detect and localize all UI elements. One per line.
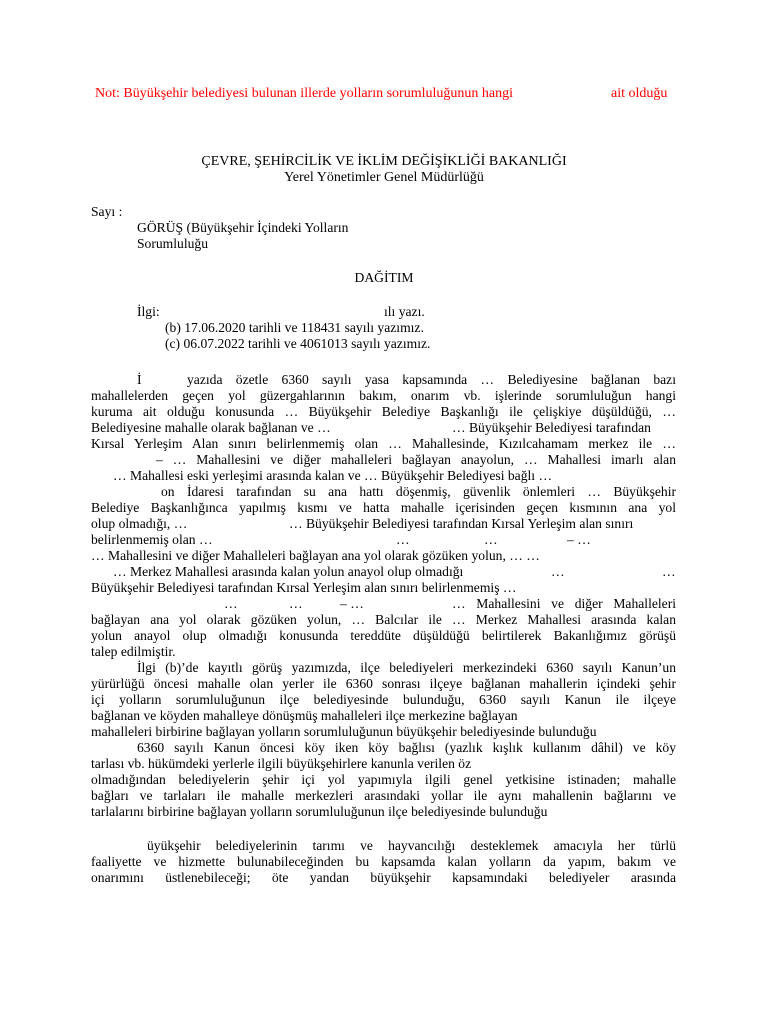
body-line: Belediyesine mahalle olarak bağlanan ve …	[91, 420, 331, 435]
body-line: – …	[340, 596, 364, 611]
body-line: …	[289, 596, 303, 611]
body-line: talep edilmiştir.	[91, 644, 176, 659]
body-line: … Mahallesi eski yerleşimi arasında kalan ve … Büyükşehir Belediyesi bağlı …	[113, 468, 553, 483]
body-line: yazıda özetle 6360 sayılı yasa kapsamında … Belediyesine bağlanan bazı	[187, 372, 676, 387]
body-line: – …	[567, 532, 591, 547]
body-line: … Merkez Mahallesi arasında kalan yolun anayol olup olmadığı	[113, 564, 464, 579]
body-line: Büyükşehir Belediyesi tarafından Kırsal Yerleşim alan sınırı belirlenmemiş …	[91, 580, 517, 595]
ilgi-label: İlgi:	[137, 304, 160, 319]
body-line: …	[484, 532, 498, 547]
body-line: tarlası vb. hükümdeki yerlerle ilgili büyükşehirlere kanunla verilen öz	[91, 756, 472, 771]
konu-line-2: Sorumluluğu	[137, 236, 208, 251]
body-line: – … Mahallesini ve diğer mahalleleri bağlayan anayolun, … Mahallesi imarlı alan	[156, 452, 676, 467]
body-line: onarımını üstlenebileceği; öte yandan büyükşehir kapsamındaki belediyeler arasında	[91, 870, 676, 885]
body-line: üyükşehir belediyelerinin tarımı ve hayvancılığı desteklemek amacıyla her türlü	[147, 838, 676, 853]
body-line: on İdaresi tarafından su ana hattı döşenmiş, güvenlik önlemleri … Büyükşehir	[161, 484, 676, 499]
ministry-title: ÇEVRE, ŞEHİRCİLİK VE İKLİM DEĞİŞİKLİĞİ BAKANLIĞI	[201, 154, 567, 169]
distribution-heading: DAĞİTIM	[354, 270, 414, 285]
note-text-end: ait olduğu	[611, 86, 668, 101]
body-line: … Büyükşehir Belediyesi tarafından	[452, 420, 651, 435]
body-line: yolun anayol olup olmadığı konusunda tereddüte düşüldüğü belirtilerek Bakanlığımız görüşü	[91, 628, 676, 643]
note-text: Not: Büyükşehir belediyesi bulunan illerde yolların sorumluluğunun hangi	[95, 86, 513, 101]
body-line: bağlanan ve köyden mahalleye dönüşmüş mahalleleri ilçe merkezine bağlayan	[91, 708, 518, 723]
ilgi-a-tail: ılı yazı.	[384, 304, 425, 319]
body-line: Kırsal Yerleşim Alan sınırı belirlenmemiş olan … Mahallesinde, Kızılcahamam merkez ile …	[91, 436, 676, 451]
body-line: … Mahallesini ve diğer Mahalleleri bağlayan ana yol olarak gözüken yolun, … …	[91, 548, 540, 563]
body-line: bağlayan ana yol olarak gözüken yolun, … Balcılar ile … Merkez Mahallesi arasında kalan	[91, 612, 676, 627]
body-line: bağları ve tarlaları ile mahalle merkezleri arasındaki yollar ile aynı mahallenin bağlarını ve	[91, 788, 676, 803]
body-line: … Büyükşehir Belediyesi tarafından Kırsal Yerleşim alan sınırı	[289, 516, 634, 531]
body-line: mahallelerden geçen yol güzergahlarının bakım, onarım vb. işlerinde sorumluluğun hangi	[91, 388, 676, 403]
body-line: içi yolların sorumluluğunun ilçe belediyesinde bulunduğu, 6360 sayılı Kanun ile ilçeye	[91, 692, 676, 707]
body-line: …	[224, 596, 238, 611]
body-line: kuruma ait olduğu konusunda … Büyükşehir Belediye Başkanlığı ile çelişkiye düşüldüğü, …	[91, 404, 676, 419]
konu-line-1: GÖRÜŞ (Büyükşehir İçindeki Yolların	[137, 220, 349, 235]
body-line: … Mahallesini ve diğer Mahalleleri	[452, 596, 676, 611]
body-line: 6360 sayılı Kanun öncesi köy iken köy bağlısı (yazlık kışlık kullanım dâhil) ve köy	[137, 740, 676, 755]
body-line: faaliyette ve hizmette bulunabileceğinden bu kapsamda kalan yolların da yapım, bakım ve	[91, 854, 676, 869]
body-line: Belediye Başkanlığınca yapılmış kısmı ve hatta mahalle içerisinden geçen kısmının ana yol	[91, 500, 676, 515]
body-line: …	[662, 564, 676, 579]
body-line: olmadığından belediyelerin şehir içi yol yapımıyla ilgili genel yetkisine istinaden; mahalle	[91, 772, 676, 787]
directorate-title: Yerel Yönetimler Genel Müdürlüğü	[284, 170, 484, 185]
ilgi-c: (c) 06.07.2022 tarihli ve 4061013 sayılı yazımız.	[165, 336, 431, 351]
body-line: …	[396, 532, 410, 547]
sayi-label: Sayı :	[91, 204, 123, 219]
body-line: belirlenmemiş olan …	[91, 532, 213, 547]
body-line: olup olmadığı, …	[91, 516, 188, 531]
body-line: …	[551, 564, 565, 579]
body-line: mahalleleri birbirine bağlayan yolların sorumluluğunun büyükşehir belediyesinde bulunduğu	[91, 724, 597, 739]
body-line: İ	[137, 372, 142, 387]
body-line: İlgi (b)’de kayıtlı görüş yazımızda, ilçe belediyeleri merkezindeki 6360 sayılı Kanun’un	[137, 660, 676, 675]
body-line: tarlalarını birbirine bağlayan yolların sorumluluğunun ilçe belediyesinde bulunduğu	[91, 804, 548, 819]
ilgi-b: (b) 17.06.2020 tarihli ve 118431 sayılı yazımız.	[165, 320, 424, 335]
body-line: yürürlüğü öncesi mahalle olan yerler ile 6360 sonrası ilçeye bağlanan mahallerin içindeki şehir	[91, 676, 676, 691]
